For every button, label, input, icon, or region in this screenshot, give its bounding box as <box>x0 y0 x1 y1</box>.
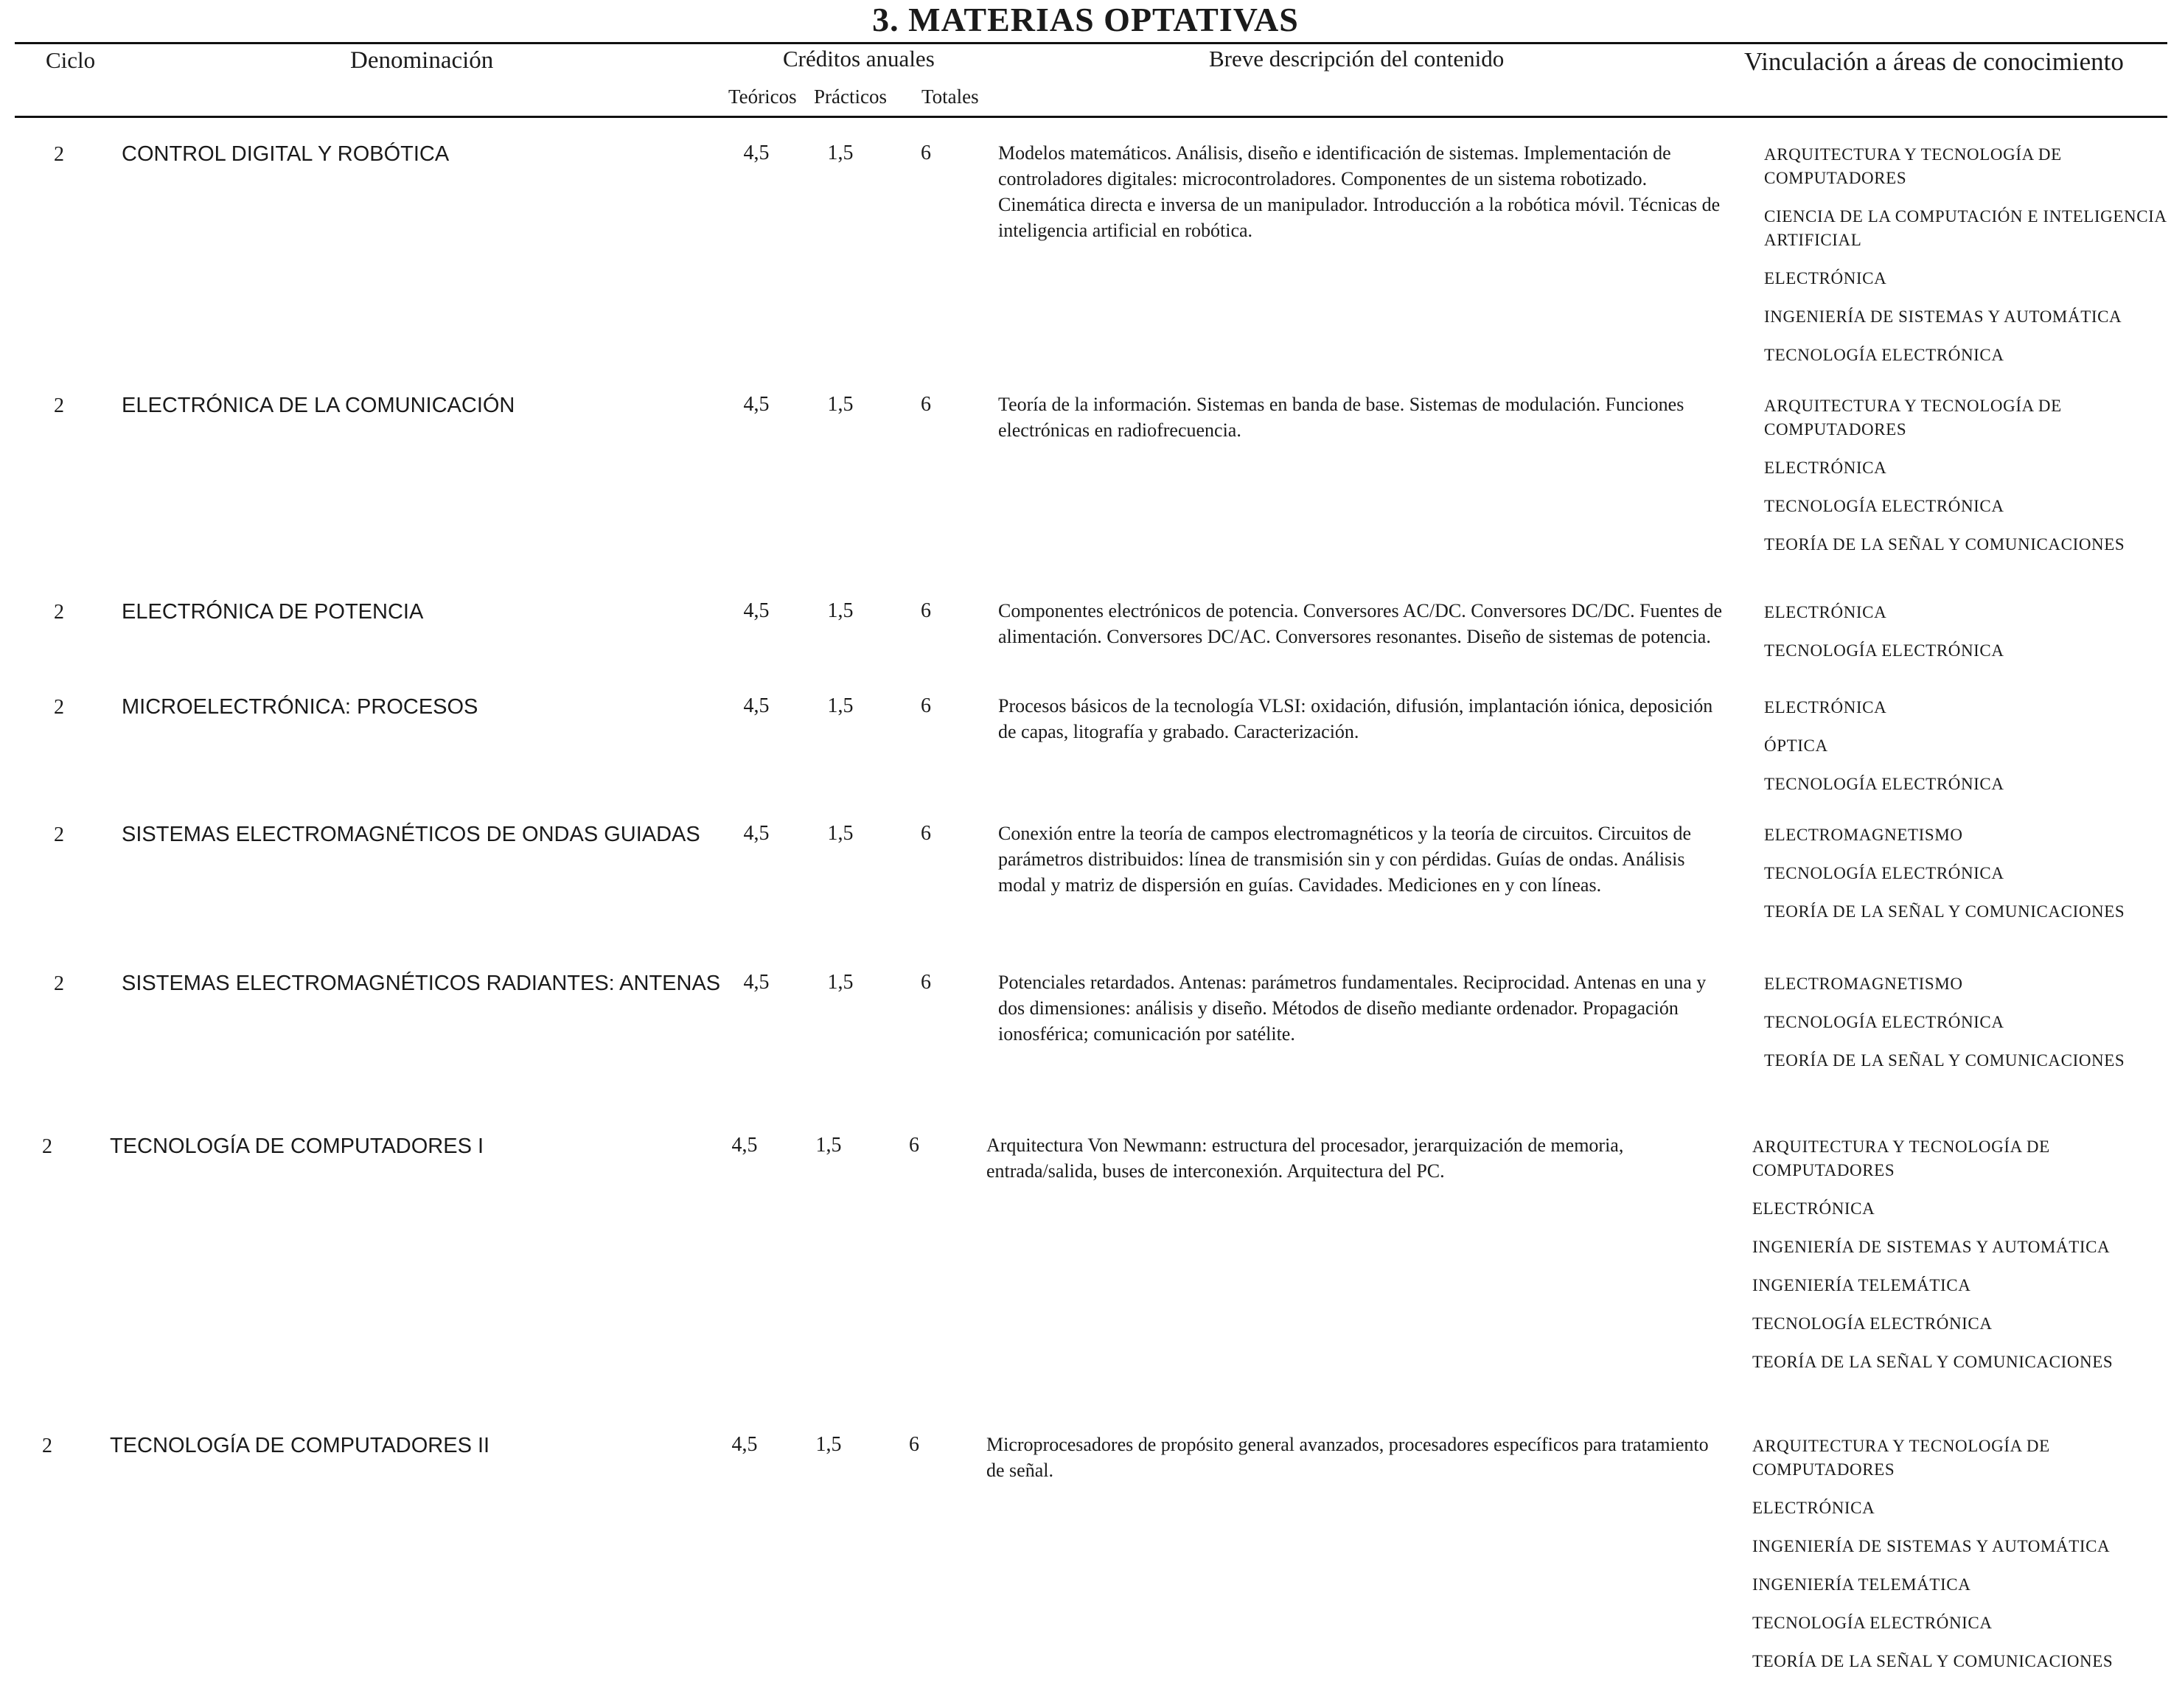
row-practicos: 1,5 <box>827 599 854 622</box>
row-teoricos: 4,5 <box>743 694 770 717</box>
row-denominacion: SISTEMAS ELECTROMAGNÉTICOS RADIANTES: ANTENAS <box>122 972 721 995</box>
area-item: ARQUITECTURA Y TECNOLOGÍA DE COMPUTADORES <box>1752 1437 2050 1479</box>
row-practicos: 1,5 <box>827 142 854 164</box>
area-item: ELECTRÓNICA <box>1764 459 1887 477</box>
row-totales: 6 <box>921 393 931 416</box>
area-item: INGENIERÍA DE SISTEMAS Y AUTOMÁTICA <box>1752 1537 2111 1555</box>
row-denominacion: ELECTRÓNICA DE POTENCIA <box>122 600 424 624</box>
area-item: ELECTRÓNICA <box>1764 269 1887 287</box>
area-item: ELECTRÓNICA <box>1764 603 1887 621</box>
row-totales: 6 <box>909 1433 919 1456</box>
row-ciclo: 2 <box>54 823 64 846</box>
area-item: TECNOLOGÍA ELECTRÓNICA <box>1764 346 2004 364</box>
area-item: TECNOLOGÍA ELECTRÓNICA <box>1764 1013 2004 1031</box>
row-ciclo: 2 <box>54 601 64 624</box>
area-item: ELECTRÓNICA <box>1752 1499 1875 1517</box>
row-descripcion: Componentes electrónicos de potencia. Conversores AC/DC. Conversores DC/DC. Fuentes de alimentación. Conversores DC/AC. Conversores resonantes. Diseño de sistemas de potencia. <box>998 600 1723 647</box>
area-item: INGENIERÍA DE SISTEMAS Y AUTOMÁTICA <box>1764 307 2122 326</box>
area-item: TEORÍA DE LA SEÑAL Y COMUNICACIONES <box>1752 1353 2113 1371</box>
row-ciclo: 2 <box>54 972 64 995</box>
header-top-rule <box>15 42 2167 44</box>
area-item: TEORÍA DE LA SEÑAL Y COMUNICACIONES <box>1752 1652 2113 1670</box>
area-item: TEORÍA DE LA SEÑAL Y COMUNICACIONES <box>1764 1051 2125 1070</box>
row-ciclo: 2 <box>54 143 64 166</box>
row-descripcion: Teoría de la información. Sistemas en banda de base. Sistemas de modulación. Funciones electrónicas en radiofrecuencia. <box>998 394 1684 441</box>
row-practicos: 1,5 <box>827 694 854 717</box>
row-practicos: 1,5 <box>827 971 854 994</box>
row-areas <box>1752 1135 2165 1389</box>
area-item: ARQUITECTURA Y TECNOLOGÍA DE COMPUTADORES <box>1752 1137 2050 1179</box>
header-totales: Totales <box>921 86 979 108</box>
area-item: TECNOLOGÍA ELECTRÓNICA <box>1764 641 2004 660</box>
row-descripcion: Modelos matemáticos. Análisis, diseño e identificación de sistemas. Implementación de controladores digitales: microcontroladores. Componentes de un sistema robotizado. Cinemática directa e inversa de un manipulador. Introducción a la robótica móvil. Técnicas de inteligencia artificial en robótica. <box>998 142 1721 241</box>
row-practicos: 1,5 <box>815 1134 842 1157</box>
row-ciclo: 2 <box>42 1435 52 1457</box>
header-creditos: Créditos anuales <box>783 46 935 72</box>
row-teoricos: 4,5 <box>743 971 770 994</box>
row-descripcion: Microprocesadores de propósito general avanzados, procesadores específicos para tratamiento de señal. <box>986 1434 1709 1481</box>
row-areas <box>1764 696 2171 811</box>
header-descripcion: Breve descripción del contenido <box>1209 46 1505 72</box>
row-descripcion: Procesos básicos de la tecnología VLSI: oxidación, difusión, implantación iónica, deposición de capas, litografía y grabado. Caracterización. <box>998 695 1713 742</box>
area-item: TECNOLOGÍA ELECTRÓNICA <box>1764 775 2004 793</box>
row-denominacion: MICROELECTRÓNICA: PROCESOS <box>122 695 478 719</box>
row-descripcion: Conexión entre la teoría de campos electromagnéticos y la teoría de circuitos. Circuitos de parámetros distribuidos: línea de transmisión sin y con pérdidas. Guías de ondas. Análisis modal y matriz de dispersión en guías. Cavidades. Mediciones en y con líneas. <box>998 823 1691 896</box>
row-areas <box>1752 1435 2165 1688</box>
row-totales: 6 <box>921 694 931 717</box>
row-totales: 6 <box>921 822 931 845</box>
row-totales: 6 <box>921 971 931 994</box>
area-item: ELECTROMAGNETISMO <box>1764 826 1963 844</box>
row-teoricos: 4,5 <box>731 1433 758 1456</box>
page-title: 3. MATERIAS OPTATIVAS <box>872 1 1299 38</box>
row-totales: 6 <box>909 1134 919 1157</box>
area-item: TEORÍA DE LA SEÑAL Y COMUNICACIONES <box>1764 535 2125 554</box>
area-item: ARQUITECTURA Y TECNOLOGÍA DE COMPUTADORES <box>1764 145 2062 187</box>
row-denominacion: TECNOLOGÍA DE COMPUTADORES I <box>110 1134 484 1158</box>
area-item: INGENIERÍA TELEMÁTICA <box>1752 1575 1971 1594</box>
area-item: TECNOLOGÍA ELECTRÓNICA <box>1764 497 2004 515</box>
row-teoricos: 4,5 <box>731 1134 758 1157</box>
row-practicos: 1,5 <box>827 822 854 845</box>
row-practicos: 1,5 <box>827 393 854 416</box>
row-areas <box>1764 823 2171 938</box>
row-areas <box>1764 601 2171 677</box>
row-descripcion: Potenciales retardados. Antenas: parámetros fundamentales. Reciprocidad. Antenas en una y dos dimensiones: análisis y diseño. Métodos de diseño mediante ordenador. Propagación ionosférica; comunicación por satélite. <box>998 972 1707 1045</box>
area-item: INGENIERÍA DE SISTEMAS Y AUTOMÁTICA <box>1752 1238 2111 1256</box>
row-teoricos: 4,5 <box>743 822 770 845</box>
area-item: TECNOLOGÍA ELECTRÓNICA <box>1764 864 2004 882</box>
row-teoricos: 4,5 <box>743 599 770 622</box>
row-denominacion: TECNOLOGÍA DE COMPUTADORES II <box>110 1434 490 1457</box>
header-bottom-rule <box>15 116 2167 118</box>
area-item: TEORÍA DE LA SEÑAL Y COMUNICACIONES <box>1764 902 2125 921</box>
row-areas <box>1764 143 2171 382</box>
area-item: ELECTROMAGNETISMO <box>1764 975 1963 993</box>
area-item: ELECTRÓNICA <box>1764 698 1887 717</box>
header-ciclo: Ciclo <box>46 47 96 73</box>
area-item: TECNOLOGÍA ELECTRÓNICA <box>1752 1314 1993 1333</box>
row-descripcion: Arquitectura Von Newmann: estructura del procesador, jerarquización de memoria, entrada/salida, buses de interconexión. Arquitectura del PC. <box>986 1134 1624 1182</box>
row-ciclo: 2 <box>54 696 64 719</box>
row-denominacion: SISTEMAS ELECTROMAGNÉTICOS DE ONDAS GUIADAS <box>122 823 700 846</box>
row-areas <box>1764 394 2171 571</box>
row-teoricos: 4,5 <box>743 142 770 164</box>
area-item: ELECTRÓNICA <box>1752 1199 1875 1218</box>
row-practicos: 1,5 <box>815 1433 842 1456</box>
header-denominacion: Denominación <box>350 47 494 74</box>
header-teoricos: Teóricos <box>728 86 797 108</box>
area-item: TECNOLOGÍA ELECTRÓNICA <box>1752 1614 1993 1632</box>
area-item: ARQUITECTURA Y TECNOLOGÍA DE COMPUTADORES <box>1764 397 2062 439</box>
row-totales: 6 <box>921 142 931 164</box>
row-ciclo: 2 <box>54 394 64 417</box>
header-practicos: Prácticos <box>814 86 887 108</box>
row-teoricos: 4,5 <box>743 393 770 416</box>
area-item: ÓPTICA <box>1764 736 1828 755</box>
area-item: CIENCIA DE LA COMPUTACIÓN E INTELIGENCIA ARTIFICIAL <box>1764 207 2167 249</box>
header-vinculacion: Vinculación a áreas de conocimiento <box>1744 47 2124 76</box>
area-item: INGENIERÍA TELEMÁTICA <box>1752 1276 1971 1294</box>
row-areas <box>1764 972 2171 1087</box>
row-totales: 6 <box>921 599 931 622</box>
row-ciclo: 2 <box>42 1135 52 1158</box>
row-denominacion: CONTROL DIGITAL Y ROBÓTICA <box>122 142 450 166</box>
row-denominacion: ELECTRÓNICA DE LA COMUNICACIÓN <box>122 394 515 417</box>
